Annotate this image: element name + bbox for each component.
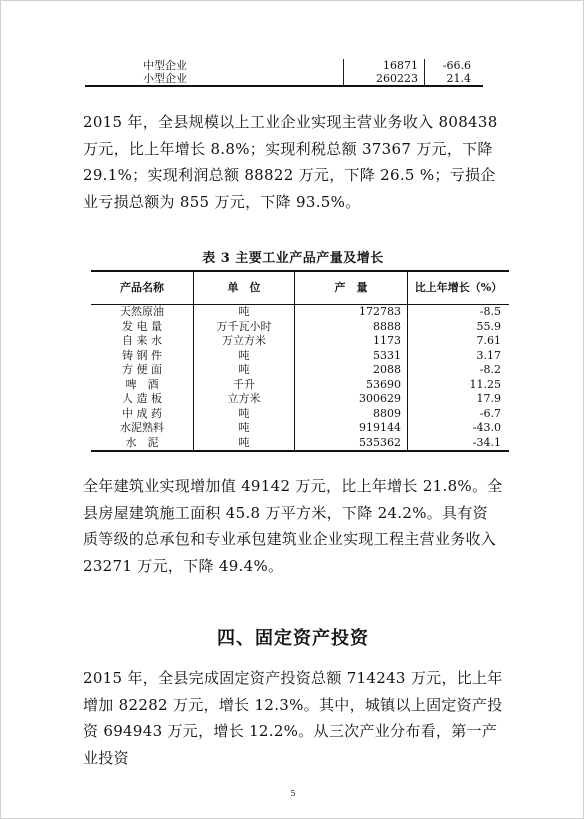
product-unit: 立方米 [194, 392, 295, 407]
product-growth: 7.61 [408, 334, 510, 349]
table-row [91, 407, 509, 422]
table-row [85, 72, 483, 86]
table-row [91, 421, 509, 436]
fixed-asset-paragraph: 2015 年，全县完成固定资产投资总额 714243 万元，比上年增加 82282 万元，增长 12.3%。其中，城镇以上固定资产投资 694943 万元，增长 12.2%。从三次产业分布看，第一产业投资 [83, 669, 503, 767]
product-name: 人 造 板 [122, 392, 162, 405]
product-growth: 11.25 [408, 378, 510, 393]
row-name: 中型企业 [85, 59, 344, 72]
row-growth: 21.4 [425, 72, 484, 86]
table-row [91, 436, 509, 452]
product-unit: 吨 [194, 349, 295, 364]
product-growth: -43.0 [408, 421, 510, 436]
row-value: 16871 [344, 59, 425, 72]
table-3-caption: 表 3 主要工业产品产量及增长 [202, 251, 384, 266]
enterprise-size-table [85, 59, 483, 87]
product-output: 535362 [295, 436, 408, 452]
product-unit: 吨 [194, 421, 295, 436]
product-output: 919144 [295, 421, 408, 436]
header-growth: 比上年增长（%） [408, 271, 510, 305]
product-growth: -34.1 [408, 436, 510, 452]
row-growth: -66.6 [442, 59, 471, 72]
product-output: 53690 [295, 378, 408, 393]
product-unit: 万千瓦小时 [194, 320, 295, 335]
product-output: 5331 [295, 349, 408, 364]
product-name: 中 成 药 [122, 406, 162, 420]
table-row [91, 334, 509, 349]
table-row [91, 305, 509, 320]
product-unit: 吨 [194, 305, 295, 320]
header-unit: 单 位 [194, 271, 295, 305]
industrial-products-table [91, 270, 509, 452]
table-row [85, 59, 483, 72]
header-output: 产 量 [295, 271, 408, 305]
product-unit: 千升 [194, 378, 295, 393]
product-unit: 吨 [194, 407, 295, 422]
product-output: 8888 [295, 320, 408, 335]
product-output: 1173 [295, 334, 408, 349]
product-output: 300629 [295, 392, 408, 407]
product-name: 发 电 量 [122, 319, 162, 333]
header-product-name: 产品名称 [91, 271, 194, 305]
row-value: 260223 [344, 72, 425, 86]
row-name: 小型企业 [85, 72, 344, 86]
table-row [91, 363, 509, 378]
industry-revenue-paragraph: 2015 年，全县规模以上工业企业实现主营业务收入 808438 万元，比上年增长 8.8%；实现利税总额 37367 万元，下降 29.1%；实现利润总额 88822 万元，下降 26.5 %；亏损企业亏损总额为 855 万元，下降 93.5%。 [83, 113, 498, 211]
product-name: 自 来 水 [122, 334, 162, 347]
product-unit: 万立方米 [194, 334, 295, 349]
product-growth: -8.2 [408, 363, 510, 378]
section-heading: 四、固定资产投资 [217, 628, 369, 649]
product-name: 水泥熟料 [120, 421, 164, 434]
table-row [91, 349, 509, 364]
product-growth: -8.5 [408, 305, 510, 320]
product-name: 啤 酒 [125, 377, 159, 391]
table-row [91, 320, 509, 335]
product-output: 2088 [295, 363, 408, 378]
product-output: 8809 [295, 407, 408, 422]
product-growth: 55.9 [408, 320, 510, 335]
table-header-row [91, 271, 509, 305]
product-name: 方 便 面 [122, 363, 162, 376]
product-name: 天然原油 [120, 305, 164, 318]
product-unit: 吨 [194, 436, 295, 452]
product-name: 铸 钢 件 [122, 348, 162, 362]
product-growth: 17.9 [408, 392, 510, 407]
product-output: 172783 [295, 305, 408, 320]
product-growth: 3.17 [408, 349, 510, 364]
table-row [91, 392, 509, 407]
product-growth: -6.7 [408, 407, 510, 422]
page-number: 5 [290, 789, 296, 798]
construction-paragraph: 全年建筑业实现增加值 49142 万元，比上年增长 21.8%。全县房屋建筑施工面积 45.8 万平方米，下降 24.2%。具有资质等级的总承包和专业承包建筑业企业实现工程主营业务收入 23271 万元，下降 49.4%。 [83, 477, 503, 575]
product-unit: 吨 [194, 363, 295, 378]
table-row [91, 378, 509, 393]
product-name: 水 泥 [91, 436, 194, 452]
